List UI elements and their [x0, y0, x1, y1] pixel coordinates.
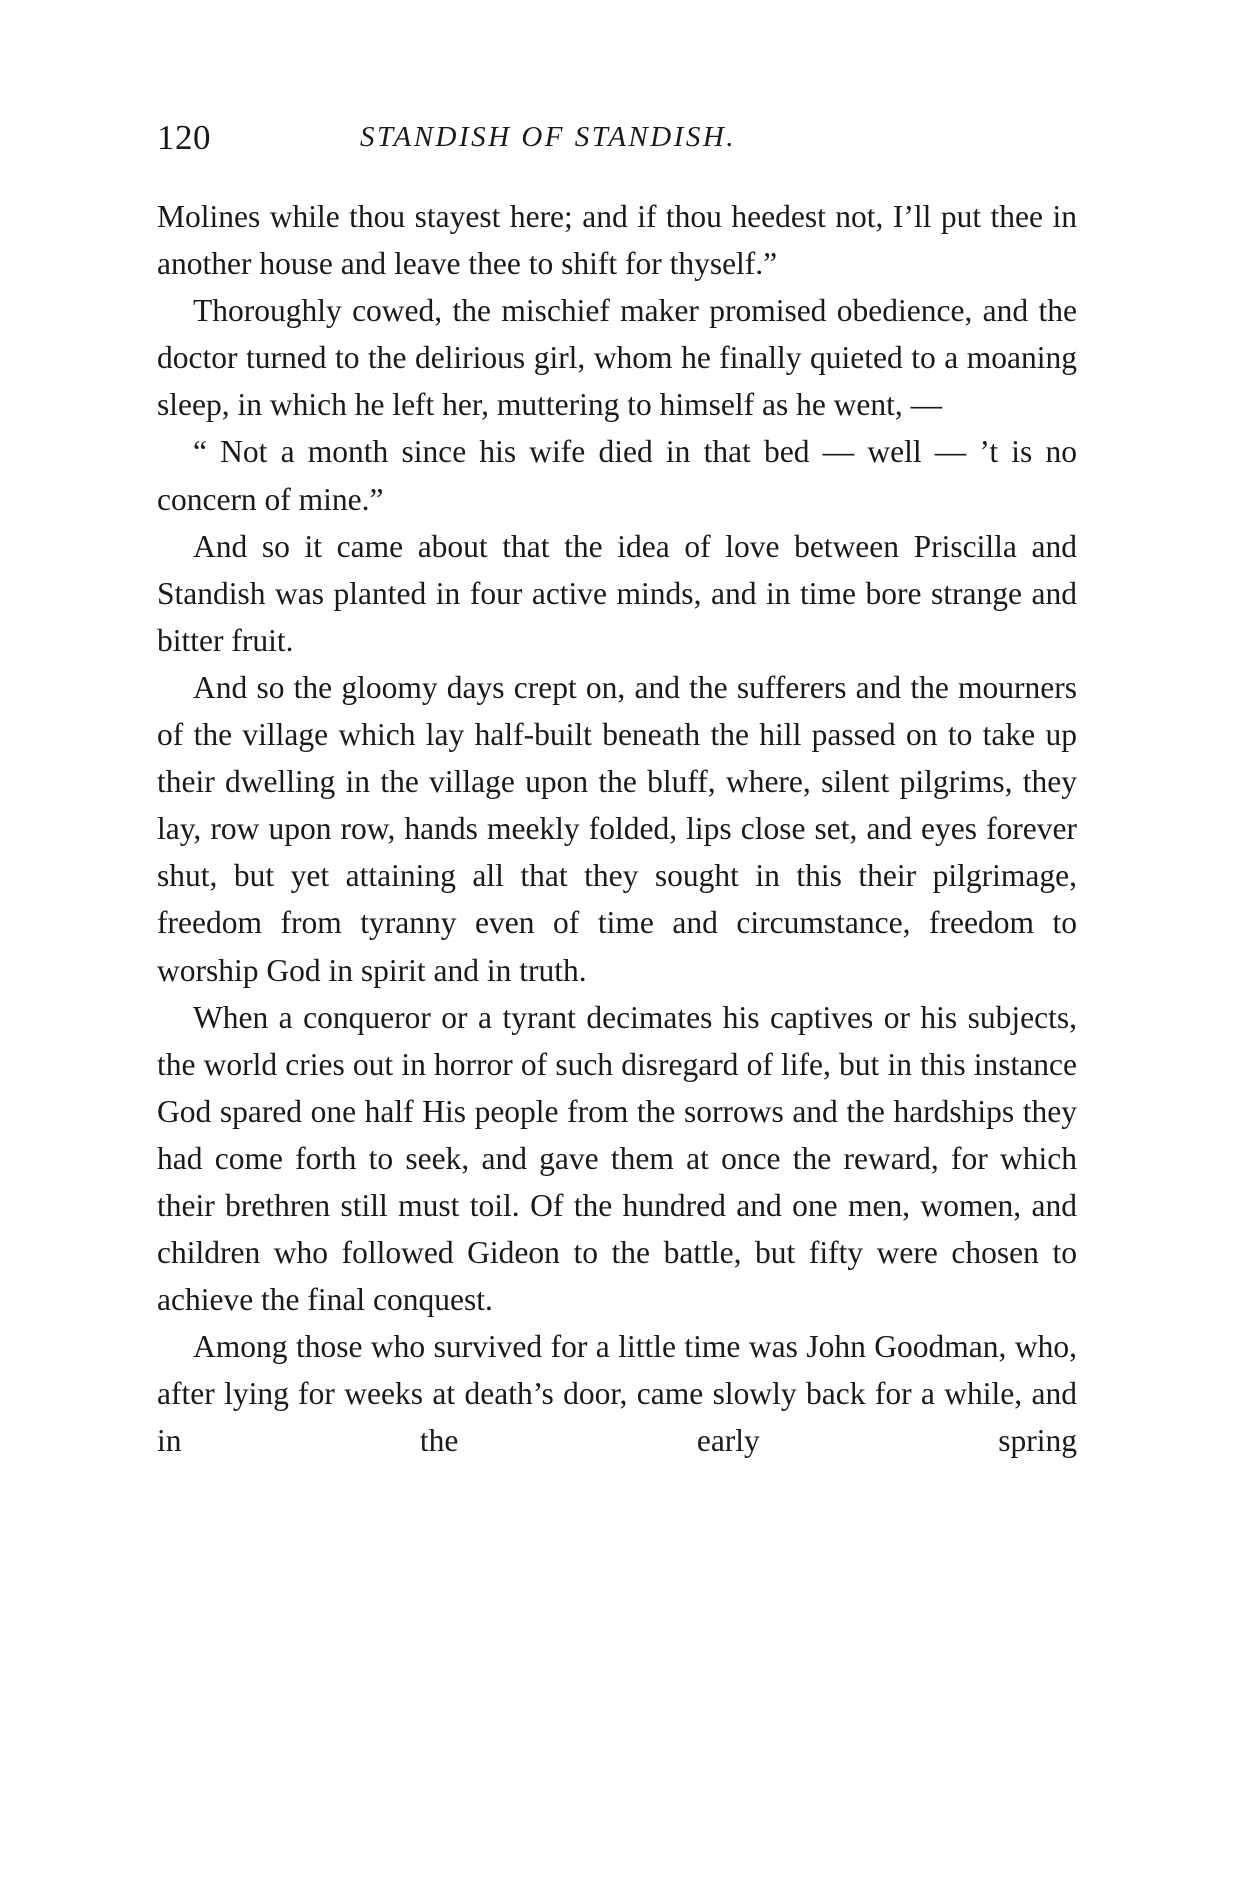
paragraph: And so it came about that the idea of love between Priscilla and Standish was planted in four active minds, and in time bore strange and bitter fruit. [157, 528, 1077, 658]
paragraph: Thoroughly cowed, the mischief maker promised obedience, and the doctor turned to the delirious girl, whom he finally quieted to a moaning sleep, in which he left her, muttering to himself as he went, — [157, 293, 1077, 423]
paragraph: And so the gloomy days crept on, and the sufferers and the mourners of the village which lay half-built beneath the hill passed on to take up their dwelling in the village upon the bluff, where, silent pilgrims, they lay, row upon row, hands meekly folded, lips close set, and eyes forever shut, but yet attaining all that they sought in this their pilgrimage, freedom from tyranny even of time and circumstance, freedom to worship God in spirit and in truth. [157, 669, 1077, 988]
page-number: 120 [157, 118, 211, 157]
paragraph: When a conqueror or a tyrant decimates his captives or his subjects, the world cries out in horror of such disregard of life, but in this instance God spared one half His people from the sorrows and the hardships they had come forth to seek, and gave them at once the reward, for which their brethren still must toil. Of the hundred and one men, women, and children who followed Gideon to the battle, but fifty were chosen to achieve the final conquest. [157, 999, 1077, 1318]
paragraph-continuation: Molines while thou stayest here; and if thou heedest not, I’ll put thee in another house and leave thee to shift for thyself.” [157, 199, 1077, 282]
running-title: STANDISH OF STANDISH. [360, 121, 737, 153]
page-header [157, 118, 1077, 162]
paragraph-quotation: “ Not a month since his wife died in that bed — well — ’t is no concern of mine.” [157, 434, 1077, 517]
body-text [157, 193, 1077, 1465]
paragraph: Among those who survived for a little time was John Goodman, who, after lying for weeks at death’s door, came slowly back for a while, and in the early spring [157, 1329, 1077, 1459]
